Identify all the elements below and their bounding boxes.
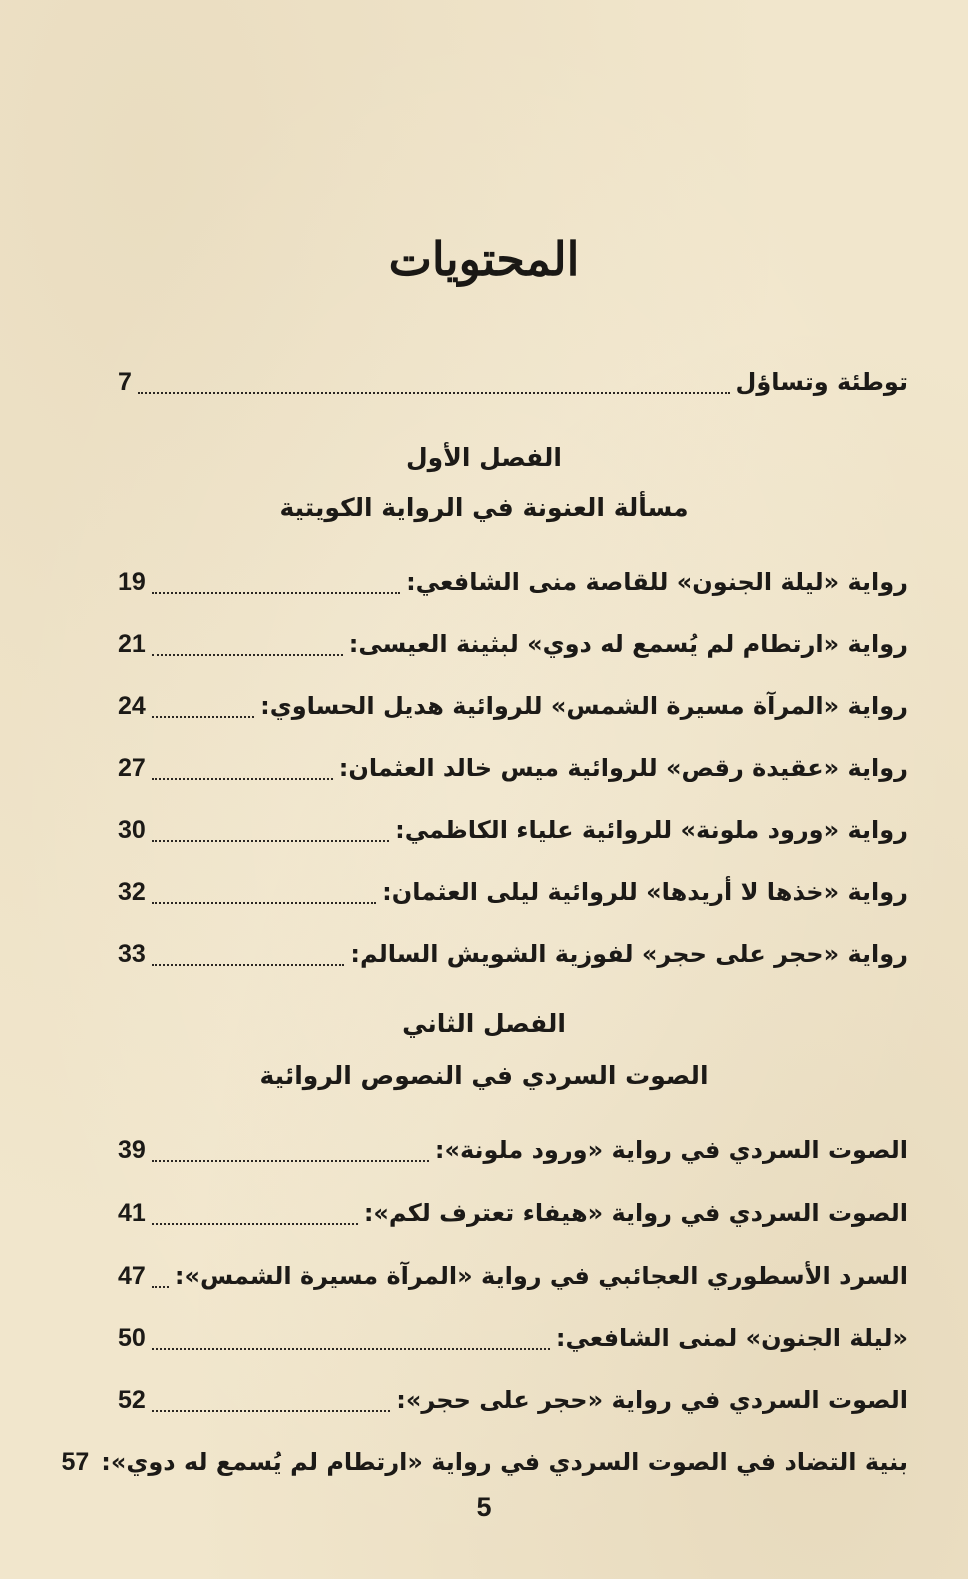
toc-entry (118, 1318, 908, 1358)
toc-entry-label: رواية «حجر على حجر» لفوزية الشويش السالم: (350, 940, 908, 968)
toc-entry-label: توطئة وتساؤل (735, 368, 908, 396)
leader-dots (152, 1286, 169, 1288)
toc-entry (118, 1380, 908, 1420)
chapter-subtitle: مسألة العنونة في الرواية الكويتية (279, 493, 689, 522)
toc-entry-page: 57 (61, 1448, 90, 1476)
toc-entry-intro (118, 362, 908, 402)
toc-entry (118, 934, 908, 974)
toc-entry-page: 30 (118, 816, 146, 844)
toc-entry-page: 32 (118, 878, 146, 906)
page-title: المحتويات (388, 232, 580, 286)
toc-entry-page: 27 (118, 754, 146, 782)
leader-dots (152, 964, 345, 966)
toc-entry-label: «ليلة الجنون» لمنى الشافعي: (555, 1324, 908, 1352)
leader-dots (152, 1410, 390, 1412)
leader-dots (152, 840, 389, 842)
toc-entry-label: رواية «خذها لا أريدها» للروائية ليلى العثمان: (382, 878, 908, 906)
toc-entry (118, 624, 908, 664)
toc-entry (118, 872, 908, 912)
leader-dots (152, 902, 376, 904)
toc-entry-page: 41 (118, 1199, 146, 1227)
toc-entry-label: رواية «ورود ملونة» للروائية علياء الكاظمي: (395, 816, 908, 844)
leader-dots (138, 392, 730, 394)
toc-entry (118, 562, 908, 602)
toc-entry-page: 19 (118, 568, 146, 596)
chapter-subtitle: الصوت السردي في النصوص الروائية (259, 1061, 709, 1090)
toc-entry-label: رواية «المرآة مسيرة الشمس» للروائية هديل الحساوي: (260, 692, 908, 720)
toc-entry-label: الصوت السردي في رواية «ورود ملونة»: (434, 1136, 908, 1164)
toc-entry (118, 1193, 908, 1233)
toc-entry (61, 1442, 908, 1482)
toc-entry-label: الصوت السردي في رواية «حجر على حجر»: (396, 1386, 908, 1414)
toc-entry-page: 47 (118, 1262, 146, 1290)
toc-entry-page: 7 (118, 368, 132, 396)
toc-entry-label: بنية التضاد في الصوت السردي في رواية «ارتطام لم يُسمع له دوي»: (101, 1448, 908, 1476)
toc-entry-label: السرد الأسطوري العجائبي في رواية «المرآة مسيرة الشمس»: (174, 1262, 908, 1290)
chapter-heading: الفصل الأول (405, 443, 563, 472)
toc-entry (118, 748, 908, 788)
toc-entry-page: 24 (118, 692, 146, 720)
toc-entry-label: رواية «ليلة الجنون» للقاصة منى الشافعي: (406, 568, 908, 596)
toc-entry-page: 52 (118, 1386, 146, 1414)
leader-dots (152, 654, 343, 656)
toc-entry-label: الصوت السردي في رواية «هيفاء تعترف لكم»: (363, 1199, 908, 1227)
toc-entry (118, 1256, 908, 1296)
toc-entry-page: 39 (118, 1136, 146, 1164)
chapter-heading: الفصل الثاني (402, 1009, 566, 1038)
toc-entry-page: 21 (118, 630, 146, 658)
leader-dots (152, 1223, 358, 1225)
toc-entry-page: 33 (118, 940, 146, 968)
leader-dots (152, 592, 400, 594)
leader-dots (152, 1160, 429, 1162)
toc-entry (118, 810, 908, 850)
leader-dots (152, 716, 254, 718)
page-number: 5 (476, 1492, 492, 1522)
toc-entry-label: رواية «عقيدة رقص» للروائية ميس خالد العثمان: (338, 754, 908, 782)
toc-entry-page: 50 (118, 1324, 146, 1352)
leader-dots (152, 1348, 550, 1350)
toc-entry (118, 686, 908, 726)
toc-entry-label: رواية «ارتطام لم يُسمع له دوي» لبثينة العيسى: (348, 630, 908, 658)
leader-dots (152, 778, 333, 780)
toc-entry (118, 1130, 908, 1170)
